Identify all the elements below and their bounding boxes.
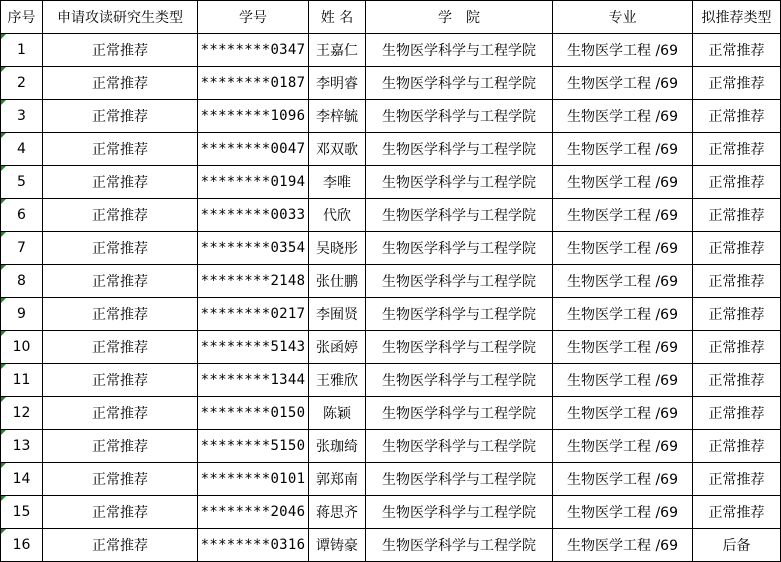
cell-major: 生物医学工程 /69 — [553, 364, 693, 397]
header-rec-type: 拟推荐类型 — [693, 1, 781, 34]
table-row — [1, 397, 781, 430]
cell-comment-marker-icon — [1, 331, 6, 336]
cell-rec-type: 正常推荐 — [693, 331, 781, 364]
cell-college: 生物医学科学与工程学院 — [366, 133, 553, 166]
cell-name: 李唯 — [309, 166, 366, 199]
cell-apply-type: 正常推荐 — [43, 166, 198, 199]
cell-seq — [1, 364, 43, 397]
cell-major: 生物医学工程 /69 — [553, 265, 693, 298]
cell-apply-type: 正常推荐 — [43, 34, 198, 67]
header-name: 姓 名 — [309, 1, 366, 34]
cell-college: 生物医学科学与工程学院 — [366, 100, 553, 133]
cell-apply-type: 正常推荐 — [43, 67, 198, 100]
table-row — [1, 463, 781, 496]
cell-student-id: ********0347 — [198, 34, 309, 67]
cell-apply-type: 正常推荐 — [43, 397, 198, 430]
table-row — [1, 529, 781, 562]
seq-label: 11 — [12, 372, 31, 388]
cell-apply-type: 正常推荐 — [43, 133, 198, 166]
cell-student-id: ********5143 — [198, 331, 309, 364]
cell-rec-type: 正常推荐 — [693, 166, 781, 199]
seq-label: 7 — [17, 240, 26, 256]
cell-comment-marker-icon — [1, 298, 6, 303]
cell-rec-type: 正常推荐 — [693, 463, 781, 496]
table-row — [1, 331, 781, 364]
table-row — [1, 166, 781, 199]
cell-comment-marker-icon — [1, 34, 6, 39]
cell-seq — [1, 34, 43, 67]
seq-label: 3 — [17, 108, 26, 124]
table-body — [1, 34, 781, 562]
cell-apply-type: 正常推荐 — [43, 364, 198, 397]
cell-student-id: ********0316 — [198, 529, 309, 562]
cell-rec-type: 正常推荐 — [693, 34, 781, 67]
cell-name: 郭郑南 — [309, 463, 366, 496]
cell-student-id: ********5150 — [198, 430, 309, 463]
cell-rec-type: 正常推荐 — [693, 298, 781, 331]
cell-major: 生物医学工程 /69 — [553, 133, 693, 166]
cell-college: 生物医学科学与工程学院 — [366, 166, 553, 199]
table-row — [1, 67, 781, 100]
cell-apply-type: 正常推荐 — [43, 232, 198, 265]
table-row — [1, 133, 781, 166]
cell-student-id: ********0047 — [198, 133, 309, 166]
cell-name: 邓双歌 — [309, 133, 366, 166]
cell-seq — [1, 496, 43, 529]
cell-rec-type: 正常推荐 — [693, 67, 781, 100]
seq-label: 16 — [12, 537, 31, 553]
cell-apply-type: 正常推荐 — [43, 496, 198, 529]
cell-comment-marker-icon — [1, 364, 6, 369]
cell-major: 生物医学工程 /69 — [553, 34, 693, 67]
cell-college: 生物医学科学与工程学院 — [366, 265, 553, 298]
cell-student-id: ********0354 — [198, 232, 309, 265]
cell-rec-type: 正常推荐 — [693, 199, 781, 232]
header-seq: 序号 — [1, 1, 43, 34]
cell-major: 生物医学工程 /69 — [553, 100, 693, 133]
seq-label: 2 — [17, 75, 26, 91]
cell-seq — [1, 166, 43, 199]
cell-seq — [1, 232, 43, 265]
table-row — [1, 430, 781, 463]
cell-comment-marker-icon — [1, 496, 6, 501]
cell-college: 生物医学科学与工程学院 — [366, 34, 553, 67]
cell-comment-marker-icon — [1, 265, 6, 270]
cell-seq — [1, 463, 43, 496]
seq-label: 5 — [17, 174, 26, 190]
cell-name: 张仕鹏 — [309, 265, 366, 298]
table-row — [1, 496, 781, 529]
cell-name: 吴晓彤 — [309, 232, 366, 265]
cell-comment-marker-icon — [1, 100, 6, 105]
cell-apply-type: 正常推荐 — [43, 430, 198, 463]
table-row — [1, 232, 781, 265]
cell-name: 代欣 — [309, 199, 366, 232]
cell-student-id: ********0150 — [198, 397, 309, 430]
cell-seq — [1, 331, 43, 364]
cell-apply-type: 正常推荐 — [43, 265, 198, 298]
cell-apply-type: 正常推荐 — [43, 331, 198, 364]
cell-comment-marker-icon — [1, 397, 6, 402]
seq-label: 4 — [17, 141, 26, 157]
cell-student-id: ********0194 — [198, 166, 309, 199]
header-student-id: 学号 — [198, 1, 309, 34]
cell-major: 生物医学工程 /69 — [553, 463, 693, 496]
table-row — [1, 199, 781, 232]
cell-comment-marker-icon — [1, 232, 6, 237]
cell-major: 生物医学工程 /69 — [553, 232, 693, 265]
cell-apply-type: 正常推荐 — [43, 100, 198, 133]
cell-college: 生物医学科学与工程学院 — [366, 364, 553, 397]
cell-college: 生物医学科学与工程学院 — [366, 298, 553, 331]
cell-student-id: ********1096 — [198, 100, 309, 133]
cell-rec-type: 正常推荐 — [693, 133, 781, 166]
cell-apply-type: 正常推荐 — [43, 463, 198, 496]
seq-label: 12 — [12, 405, 31, 421]
cell-apply-type: 正常推荐 — [43, 529, 198, 562]
table-row — [1, 364, 781, 397]
cell-college: 生物医学科学与工程学院 — [366, 199, 553, 232]
seq-label: 13 — [12, 438, 31, 454]
seq-label: 1 — [17, 42, 26, 58]
cell-apply-type: 正常推荐 — [43, 199, 198, 232]
cell-college: 生物医学科学与工程学院 — [366, 397, 553, 430]
cell-name: 王嘉仁 — [309, 34, 366, 67]
cell-seq — [1, 199, 43, 232]
header-college: 学 院 — [366, 1, 553, 34]
cell-student-id: ********2046 — [198, 496, 309, 529]
cell-major: 生物医学工程 /69 — [553, 529, 693, 562]
table-row — [1, 34, 781, 67]
cell-comment-marker-icon — [1, 430, 6, 435]
cell-rec-type: 后备 — [693, 529, 781, 562]
cell-seq — [1, 133, 43, 166]
cell-comment-marker-icon — [1, 199, 6, 204]
cell-seq — [1, 430, 43, 463]
cell-rec-type: 正常推荐 — [693, 232, 781, 265]
cell-name: 李明睿 — [309, 67, 366, 100]
table-row — [1, 265, 781, 298]
cell-name: 蒋思齐 — [309, 496, 366, 529]
cell-student-id: ********0187 — [198, 67, 309, 100]
cell-comment-marker-icon — [1, 463, 6, 468]
cell-major: 生物医学工程 /69 — [553, 199, 693, 232]
cell-seq — [1, 100, 43, 133]
cell-name: 王雅欣 — [309, 364, 366, 397]
cell-college: 生物医学科学与工程学院 — [366, 529, 553, 562]
cell-student-id: ********1344 — [198, 364, 309, 397]
seq-label: 9 — [17, 306, 26, 322]
table-row — [1, 100, 781, 133]
cell-rec-type: 正常推荐 — [693, 496, 781, 529]
cell-rec-type: 正常推荐 — [693, 100, 781, 133]
cell-apply-type: 正常推荐 — [43, 298, 198, 331]
cell-name: 李梓毓 — [309, 100, 366, 133]
cell-seq — [1, 67, 43, 100]
cell-major: 生物医学工程 /69 — [553, 331, 693, 364]
cell-name: 李囿贤 — [309, 298, 366, 331]
cell-name: 谭铸豪 — [309, 529, 366, 562]
cell-rec-type: 正常推荐 — [693, 430, 781, 463]
cell-rec-type: 正常推荐 — [693, 397, 781, 430]
header-row — [1, 1, 781, 34]
cell-college: 生物医学科学与工程学院 — [366, 463, 553, 496]
cell-seq — [1, 529, 43, 562]
cell-major: 生物医学工程 /69 — [553, 298, 693, 331]
cell-seq — [1, 265, 43, 298]
cell-student-id: ********0101 — [198, 463, 309, 496]
cell-major: 生物医学工程 /69 — [553, 67, 693, 100]
cell-college: 生物医学科学与工程学院 — [366, 496, 553, 529]
cell-college: 生物医学科学与工程学院 — [366, 232, 553, 265]
cell-major: 生物医学工程 /69 — [553, 397, 693, 430]
cell-student-id: ********0217 — [198, 298, 309, 331]
seq-label: 10 — [12, 339, 31, 355]
cell-rec-type: 正常推荐 — [693, 364, 781, 397]
header-apply-type: 申请攻读研究生类型 — [43, 1, 198, 34]
seq-label: 6 — [17, 207, 26, 223]
cell-name: 张珈绮 — [309, 430, 366, 463]
cell-college: 生物医学科学与工程学院 — [366, 430, 553, 463]
cell-major: 生物医学工程 /69 — [553, 496, 693, 529]
cell-major: 生物医学工程 /69 — [553, 430, 693, 463]
cell-student-id: ********2148 — [198, 265, 309, 298]
cell-college: 生物医学科学与工程学院 — [366, 331, 553, 364]
cell-comment-marker-icon — [1, 166, 6, 171]
cell-student-id: ********0033 — [198, 199, 309, 232]
cell-name: 陈颖 — [309, 397, 366, 430]
header-major: 专业 — [553, 1, 693, 34]
cell-seq — [1, 298, 43, 331]
seq-label: 15 — [12, 504, 31, 520]
cell-comment-marker-icon — [1, 529, 6, 534]
cell-comment-marker-icon — [1, 67, 6, 72]
cell-name: 张函婷 — [309, 331, 366, 364]
table-row — [1, 298, 781, 331]
cell-comment-marker-icon — [1, 133, 6, 138]
seq-label: 14 — [12, 471, 31, 487]
cell-college: 生物医学科学与工程学院 — [366, 67, 553, 100]
cell-rec-type: 正常推荐 — [693, 265, 781, 298]
seq-label: 8 — [17, 273, 26, 289]
cell-major: 生物医学工程 /69 — [553, 166, 693, 199]
cell-seq — [1, 397, 43, 430]
